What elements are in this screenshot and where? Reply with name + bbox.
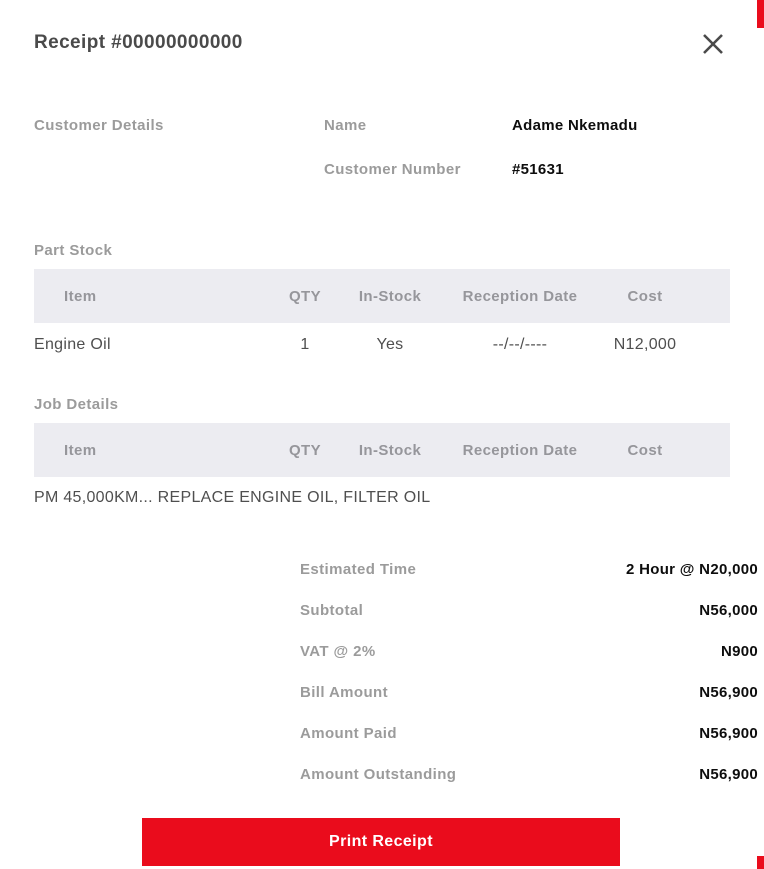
column-header-qty: QTY [288,287,322,305]
page-title: Receipt #00000000000 [34,32,243,53]
column-header-qty: QTY [288,441,322,459]
edge-accent-top [757,0,764,28]
customer-name-value: Adame Nkemadu [512,116,638,134]
cell-reception-date: --/--/---- [492,336,548,353]
subtotal-value: N56,000 [699,601,758,619]
column-header-reception-date: Reception Date [462,287,578,305]
bill-amount-value: N56,900 [699,683,758,701]
summary-row-vat [300,643,758,659]
close-icon [700,31,726,60]
column-header-instock: In-Stock [358,287,422,305]
column-header-item: Item [64,287,97,305]
column-header-item: Item [64,441,97,459]
cell-item: Engine Oil [34,336,111,353]
job-description-text: PM 45,000KM... REPLACE ENGINE OIL, FILTER OIL [34,489,431,506]
print-receipt-button[interactable]: Print Receipt [142,818,620,866]
estimated-time-label: Estimated Time [300,560,417,578]
customer-details-label: Customer Details [34,116,164,134]
vat-label: VAT @ 2% [300,642,376,660]
subtotal-label: Subtotal [300,601,364,619]
job-details-table [34,423,730,507]
job-details-table-header [34,423,730,477]
vat-value: N900 [720,642,758,660]
summary-row-amount-outstanding [300,766,758,782]
column-header-cost: Cost [627,441,663,459]
table-row [34,323,730,370]
part-stock-label: Part Stock [34,242,113,259]
summary-row-bill-amount [300,684,758,700]
customer-number-value: #51631 [512,160,564,178]
amount-paid-label: Amount Paid [300,724,397,742]
part-stock-table-header [34,269,730,323]
column-header-instock: In-Stock [358,441,422,459]
modal-header [34,30,730,60]
customer-details-section [34,116,730,178]
customer-number-label: Customer Number [324,160,461,178]
amount-outstanding-value: N56,900 [699,765,758,783]
summary-row-amount-paid [300,725,758,741]
amount-outstanding-label: Amount Outstanding [300,765,457,783]
column-header-cost: Cost [627,287,663,305]
job-details-label: Job Details [34,396,119,413]
edge-accent-bottom [757,856,764,869]
billing-summary [300,561,758,782]
summary-row-subtotal [300,602,758,618]
close-button[interactable] [698,30,728,60]
column-header-reception-date: Reception Date [462,441,578,459]
summary-row-estimated-time [300,561,758,577]
estimated-time-value: 2 Hour @ N20,000 [626,560,758,578]
customer-name-label: Name [324,116,367,134]
cell-qty: 1 [300,336,310,353]
amount-paid-value: N56,900 [699,724,758,742]
cell-instock: Yes [376,336,404,353]
part-stock-table [34,269,730,370]
bill-amount-label: Bill Amount [300,683,388,701]
cell-cost: N12,000 [613,336,677,353]
